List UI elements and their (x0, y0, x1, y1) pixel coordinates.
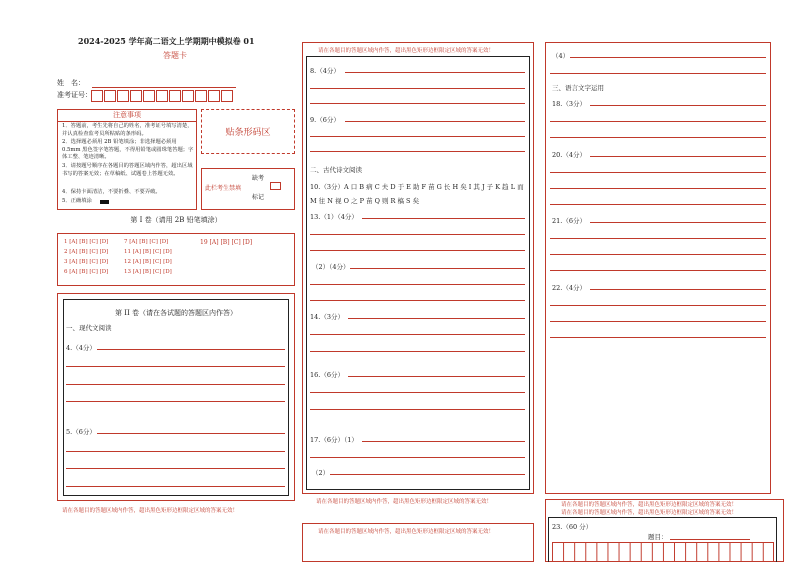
answer-sheet-subtitle: 答题卡 (163, 51, 187, 60)
q22-label: 22.（4分） (552, 284, 586, 292)
name-label: 姓 名： (57, 79, 85, 87)
q14-label: 14.（3分） (310, 313, 344, 321)
warning-text: 请在各题目的答题区域内作答，超出黑色矩形边框限定区域的答案无效！ (561, 510, 738, 516)
absent-flag-top: 缺考 (252, 175, 265, 182)
essay-title-field[interactable] (670, 539, 750, 540)
q5-label: 5.（6分） (66, 428, 96, 436)
barcode-area (201, 109, 295, 154)
q9-label: 9.（6分） (310, 116, 340, 124)
essay-title-label: 题目： (648, 533, 668, 541)
q17-1-label: 17.（6分）（1） (310, 436, 358, 444)
warning-text: 请在各题目的答题区域内作答，超出黑色矩形边框限定区域的答案无效！ (561, 502, 738, 508)
warning-text: 请在各题目的答题区域内作答，超出黑色矩形边框限定区域的答案无效！ (318, 48, 495, 54)
choice-row[interactable]: 13 [A] [B] [C] [D] (124, 269, 172, 275)
q8-label: 8.（4分） (310, 67, 340, 75)
q16-label: 16.（6分） (310, 371, 344, 379)
choice-row[interactable]: 2 [A] [B] [C] [D] (64, 249, 109, 255)
q4-label: 4.（4分） (66, 344, 96, 352)
q23-label: 23.（60 分） (552, 523, 593, 531)
q13-1-label: 13.（1）（4分） (310, 213, 358, 221)
choice-row[interactable]: 12 [A] [B] [C] [D] (124, 259, 172, 265)
section3-sub: 三、语言文字运用 (552, 84, 604, 92)
section1-title: 第 I 卷（请用 2B 铅笔填涂） (130, 216, 222, 224)
section2-sub1: 一、现代文阅读 (66, 324, 112, 332)
choice-row[interactable]: 6 [A] [B] [C] [D] (64, 269, 109, 275)
notice-box (57, 109, 197, 210)
notice-item-5: 5．正确填涂 (62, 198, 92, 204)
warning-text: 请在各题目的答题区域内作答，超出黑色矩形边框限定区域的答案无效！ (316, 499, 493, 505)
choice-row[interactable]: 19 [A] [B] [C] [D] (200, 239, 253, 246)
notice-item-2: 2．选择题必须用 2B 铅笔填涂；非选择题必须用 0.5mm 黑色签字笔答题，不得用铅笔或圆珠笔答题；字体工整、笔迹清晰。 (62, 139, 194, 161)
q4-continued-label: （4） (552, 52, 570, 60)
q18-label: 18.（3分） (552, 100, 586, 108)
notice-title: 注意事项 (113, 111, 141, 119)
section2-sub2: 二、古代诗文阅读 (310, 166, 362, 174)
absent-label: 此栏考生禁填 (205, 185, 242, 192)
notice-item-3: 3．请按题号顺序在各题目的答题区域内作答，超出区域书写的答案无效；在草稿纸、试题卷上答题无效。 (62, 163, 193, 177)
q17-2-label: （2） (312, 469, 330, 477)
page-title: 2024-2025 学年高二语文上学期期中模拟卷 01 (78, 36, 255, 46)
filled-mark-example (100, 200, 109, 204)
essay-grid[interactable] (552, 542, 774, 562)
q13-2-label: （2）（4分） (312, 263, 350, 271)
choice-row[interactable]: 7 [A] [B] [C] [D] (124, 239, 169, 245)
section2-title: 第 II 卷（请在各试题的答题区内作答） (115, 309, 237, 317)
notice-item-4: 4．保持卡面清洁，不要折叠、不要弄破。 (62, 189, 161, 195)
absent-flag-bottom: 标记 (252, 194, 265, 201)
warning-text: 请在各题目的答题区域内作答，超出黑色矩形边框限定区域的答案无效！ (62, 508, 239, 514)
choice-row[interactable]: 3 [A] [B] [C] [D] (64, 259, 109, 265)
column3-box (545, 42, 771, 494)
absent-box (201, 168, 295, 210)
exam-id-label: 准考证号： (57, 91, 92, 99)
name-field[interactable] (92, 87, 236, 88)
warning-text: 请在各题目的答题区域内作答，超出黑色矩形边框限定区域的答案无效！ (318, 529, 495, 535)
choice-row[interactable]: 11 [A] [B] [C] [D] (124, 249, 172, 255)
barcode-label: 贴条形码区 (225, 128, 271, 138)
q21-label: 21.（6分） (552, 217, 586, 225)
q20-label: 20.（4分） (552, 151, 586, 159)
absent-checkbox[interactable] (270, 182, 281, 190)
q10-text: 10.（3分）A 口 B 病 C 夫 D 于 E 助 F 苗 G 长 H 矣 I 其 J 子 K 趋 L 而 M 往 N 视 O 之 P 苗 Q 则 R 槁 S 矣 (310, 183, 524, 205)
notice-item-1: 1．答题前，考生先将自己的姓名，准考证号填写清楚，并认真检查监考员所粘贴的条形码。 (62, 123, 193, 137)
choice-row[interactable]: 1 [A] [B] [C] [D] (64, 239, 109, 245)
choice-box (57, 233, 295, 286)
